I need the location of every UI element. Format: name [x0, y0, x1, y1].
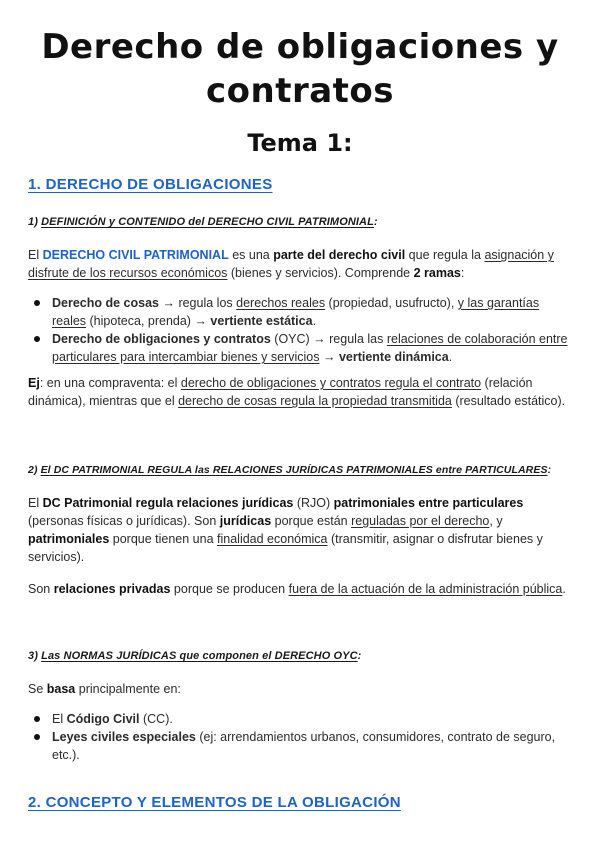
text-bold: basa: [46, 682, 76, 696]
text-bold: Código Civil: [66, 712, 140, 726]
document-title-line1: Derecho de obligaciones y: [41, 27, 559, 67]
text: (propiedad, usufructo),: [325, 296, 458, 310]
sub2-title: El DC PATRIMONIAL REGULA las RELACIONES JURÍDICAS PATRIMONIALES entre PARTICULARES: [40, 464, 548, 476]
bullet-icon: [34, 734, 40, 740]
text-underlined: reguladas por el derecho: [351, 514, 490, 528]
text: (resultado estático).: [451, 394, 566, 408]
text: →: [319, 350, 339, 364]
text-bold: jurídicas: [219, 514, 272, 528]
text: Se: [28, 682, 47, 696]
text: , y: [489, 514, 503, 528]
text: .: [448, 350, 453, 364]
text-underlined: derecho de obligaciones y contratos regula el contrato: [180, 376, 482, 390]
document-title-line2: contratos: [205, 71, 395, 111]
text-underlined: fuera de la actuación de la administración pública: [288, 582, 563, 596]
sub2-heading: [28, 464, 551, 476]
sub3-intro-paragraph: [28, 680, 576, 698]
text-highlight: DERECHO CIVIL PATRIMONIAL: [42, 248, 229, 262]
text: (ej: arrendamientos urbanos, consumidores, contrato de seguro, etc.).: [52, 730, 556, 762]
sub3-heading: [28, 650, 361, 662]
bullet-icon: [34, 336, 40, 342]
sub3-title: Las NORMAS JURÍDICAS que componen el DERECHO OYC: [41, 650, 358, 662]
bullet-icon: [34, 716, 40, 722]
text-bold: Derecho de obligaciones y contratos: [52, 332, 271, 346]
text: (relación dinámica), mientras que el: [28, 376, 533, 408]
text: (personas físicas o jurídicas). Son: [28, 514, 220, 528]
bullet-icon: [34, 300, 40, 306]
sub1-example-paragraph: [28, 374, 576, 410]
text-bold: DC Patrimonial regula relaciones jurídicas: [42, 496, 294, 510]
text: (RJO): [293, 496, 334, 510]
section1-heading: 1. DERECHO DE OBLIGACIONES: [28, 176, 273, 193]
list-item: [28, 330, 576, 366]
text-underlined: y las garantías reales: [52, 296, 540, 328]
sub1-title: DEFINICIÓN y CONTENIDO del DERECHO CIVIL PATRIMONIAL: [41, 216, 374, 228]
text: El: [52, 712, 67, 726]
text: principalmente en:: [75, 682, 181, 696]
text-bold: patrimoniales entre particulares: [333, 496, 524, 510]
sub1-heading: [28, 216, 378, 228]
text: El: [28, 248, 43, 262]
text: Son: [28, 582, 54, 596]
sub2-colon: :: [547, 464, 552, 476]
text: (bienes y servicios). Comprende: [227, 266, 414, 280]
sub1-num: 1): [28, 216, 42, 228]
text: .: [312, 314, 317, 328]
text-underlined: derecho de cosas regula la propiedad transmitida: [178, 394, 452, 408]
text: : en una compraventa: el: [39, 376, 181, 390]
text: El: [28, 496, 43, 510]
list-item: [28, 728, 576, 764]
text: que regula la: [405, 248, 485, 262]
list-item: [28, 710, 576, 728]
text-bold: vertiente estática: [210, 314, 313, 328]
sub1-bullet-list: [28, 294, 576, 366]
text-bold: parte del derecho civil: [273, 248, 406, 262]
list-item: [28, 294, 576, 330]
text: (hipoteca, prenda) →: [86, 314, 211, 328]
text-bold: Leyes civiles especiales: [52, 730, 196, 744]
text-bold: patrimoniales: [28, 532, 110, 546]
text-bold: 2 ramas: [413, 266, 461, 280]
sub3-bullet-list: [28, 710, 576, 764]
text: (CC).: [139, 712, 173, 726]
text-bold: relaciones privadas: [53, 582, 171, 596]
text: (OYC) → regula las: [270, 332, 387, 346]
text-bold: Derecho de cosas: [52, 296, 159, 310]
sub2-num: 2): [28, 464, 41, 476]
text-underlined: derechos reales: [236, 296, 326, 310]
text-underlined: finalidad económica: [217, 532, 328, 546]
text: porque tienen una: [109, 532, 218, 546]
text: porque están: [271, 514, 352, 528]
text-bold: vertiente dinámica: [338, 350, 449, 364]
text: → regula los: [159, 296, 237, 310]
sub2-paragraph-2: [28, 580, 576, 598]
sub1-colon: :: [373, 216, 378, 228]
text-bold: Ej: [28, 376, 40, 390]
sub1-intro-paragraph: [28, 246, 576, 282]
sub3-num: 3): [28, 650, 42, 662]
text-underlined: asignación y disfrute de los recursos económicos: [28, 248, 554, 280]
text: es una: [228, 248, 274, 262]
sub2-paragraph-1: [28, 494, 576, 566]
section2-heading: 2. CONCEPTO Y ELEMENTOS DE LA OBLIGACIÓN: [28, 794, 401, 811]
text: (transmitir, asignar o disfrutar bienes y servicios).: [28, 532, 543, 564]
text-underlined: relaciones de colaboración entre particulares para intercambiar bienes y servicios: [52, 332, 568, 364]
text: :: [460, 266, 465, 280]
text: .: [562, 582, 566, 596]
document-subtitle: Tema 1:: [247, 129, 353, 157]
sub3-colon: :: [357, 650, 362, 662]
text: porque se producen: [170, 582, 289, 596]
